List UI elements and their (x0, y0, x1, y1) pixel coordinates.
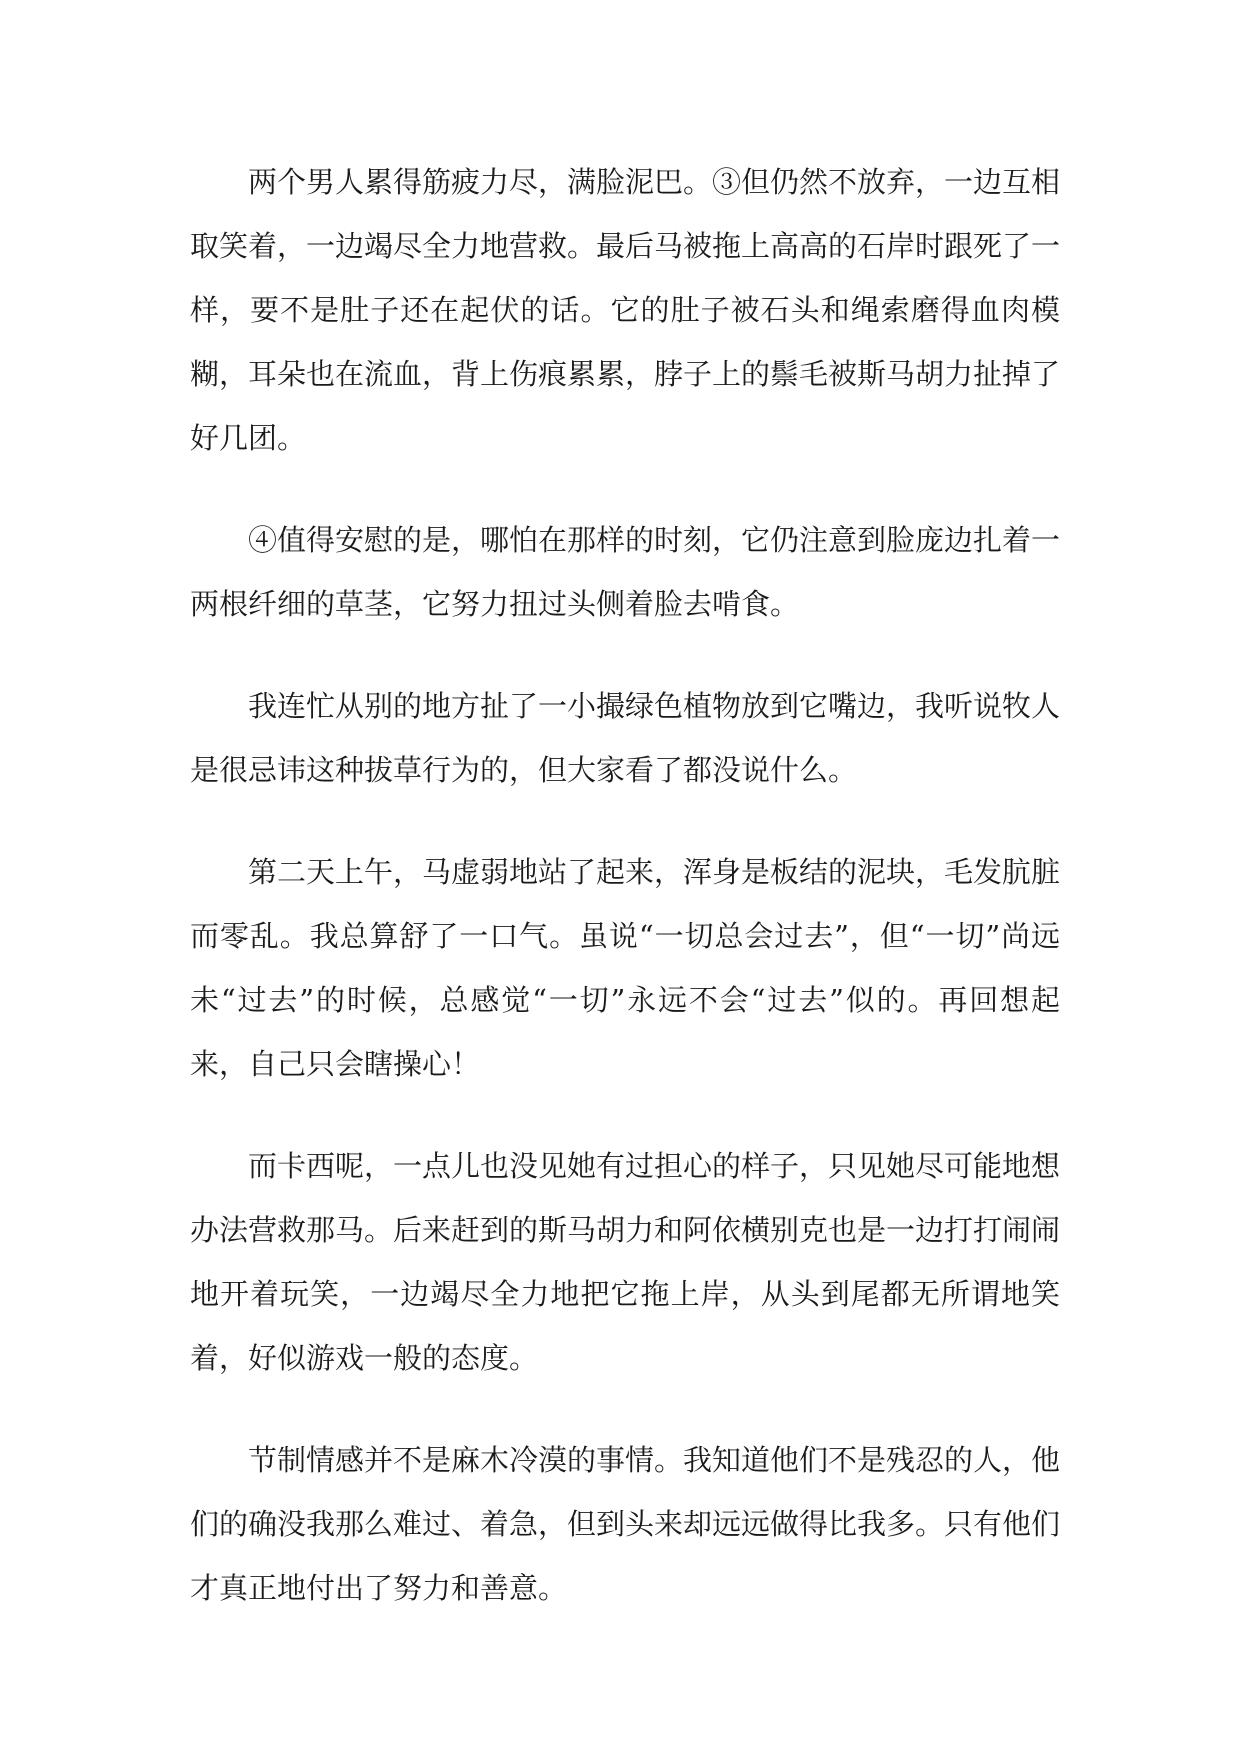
document-page (190, 150, 1060, 1620)
paragraph-2: ④值得安慰的是，哪怕在那样的时刻，它仍注意到脸庞边扎着一两根纤细的草茎，它努力扭过头侧着脸去啃食。 (190, 523, 1061, 621)
paragraph-1: 两个男人累得筋疲力尽，满脸泥巴。③但仍然不放弃，一边互相取笑着，一边竭尽全力地营救。最后马被拖上高高的石岸时跟死了一样，要不是肚子还在起伏的话。它的肚子被石头和绳索磨得血肉模糊，耳朵也在流血，背上伤痕累累，脖子上的鬃毛被斯马胡力扯掉了好几团。 (190, 165, 1061, 455)
paragraph-5: 而卡西呢，一点儿也没见她有过担心的样子，只见她尽可能地想办法营救那马。后来赶到的斯马胡力和阿依横别克也是一边打打闹闹地开着玩笑，一边竭尽全力地把它拖上岸，从头到尾都无所谓地笑着，好似游戏一般的态度。 (190, 1149, 1061, 1375)
paragraph-6: 节制情感并不是麻木冷漠的事情。我知道他们不是残忍的人，他们的确没我那么难过、着急，但到头来却远远做得比我多。只有他们才真正地付出了努力和善意。 (190, 1443, 1061, 1605)
paragraph-3: 我连忙从别的地方扯了一小撮绿色植物放到它嘴边，我听说牧人是很忌讳这种拔草行为的，但大家看了都没说什么。 (190, 689, 1061, 787)
paragraph-4: 第二天上午，马虚弱地站了起来，浑身是板结的泥块，毛发肮脏而零乱。我总算舒了一口气。虽说“一切总会过去”，但“一切”尚远未“过去”的时候，总感觉“一切”永远不会“过去”似的。再回想起来，自己只会瞎操心！ (190, 855, 1061, 1081)
